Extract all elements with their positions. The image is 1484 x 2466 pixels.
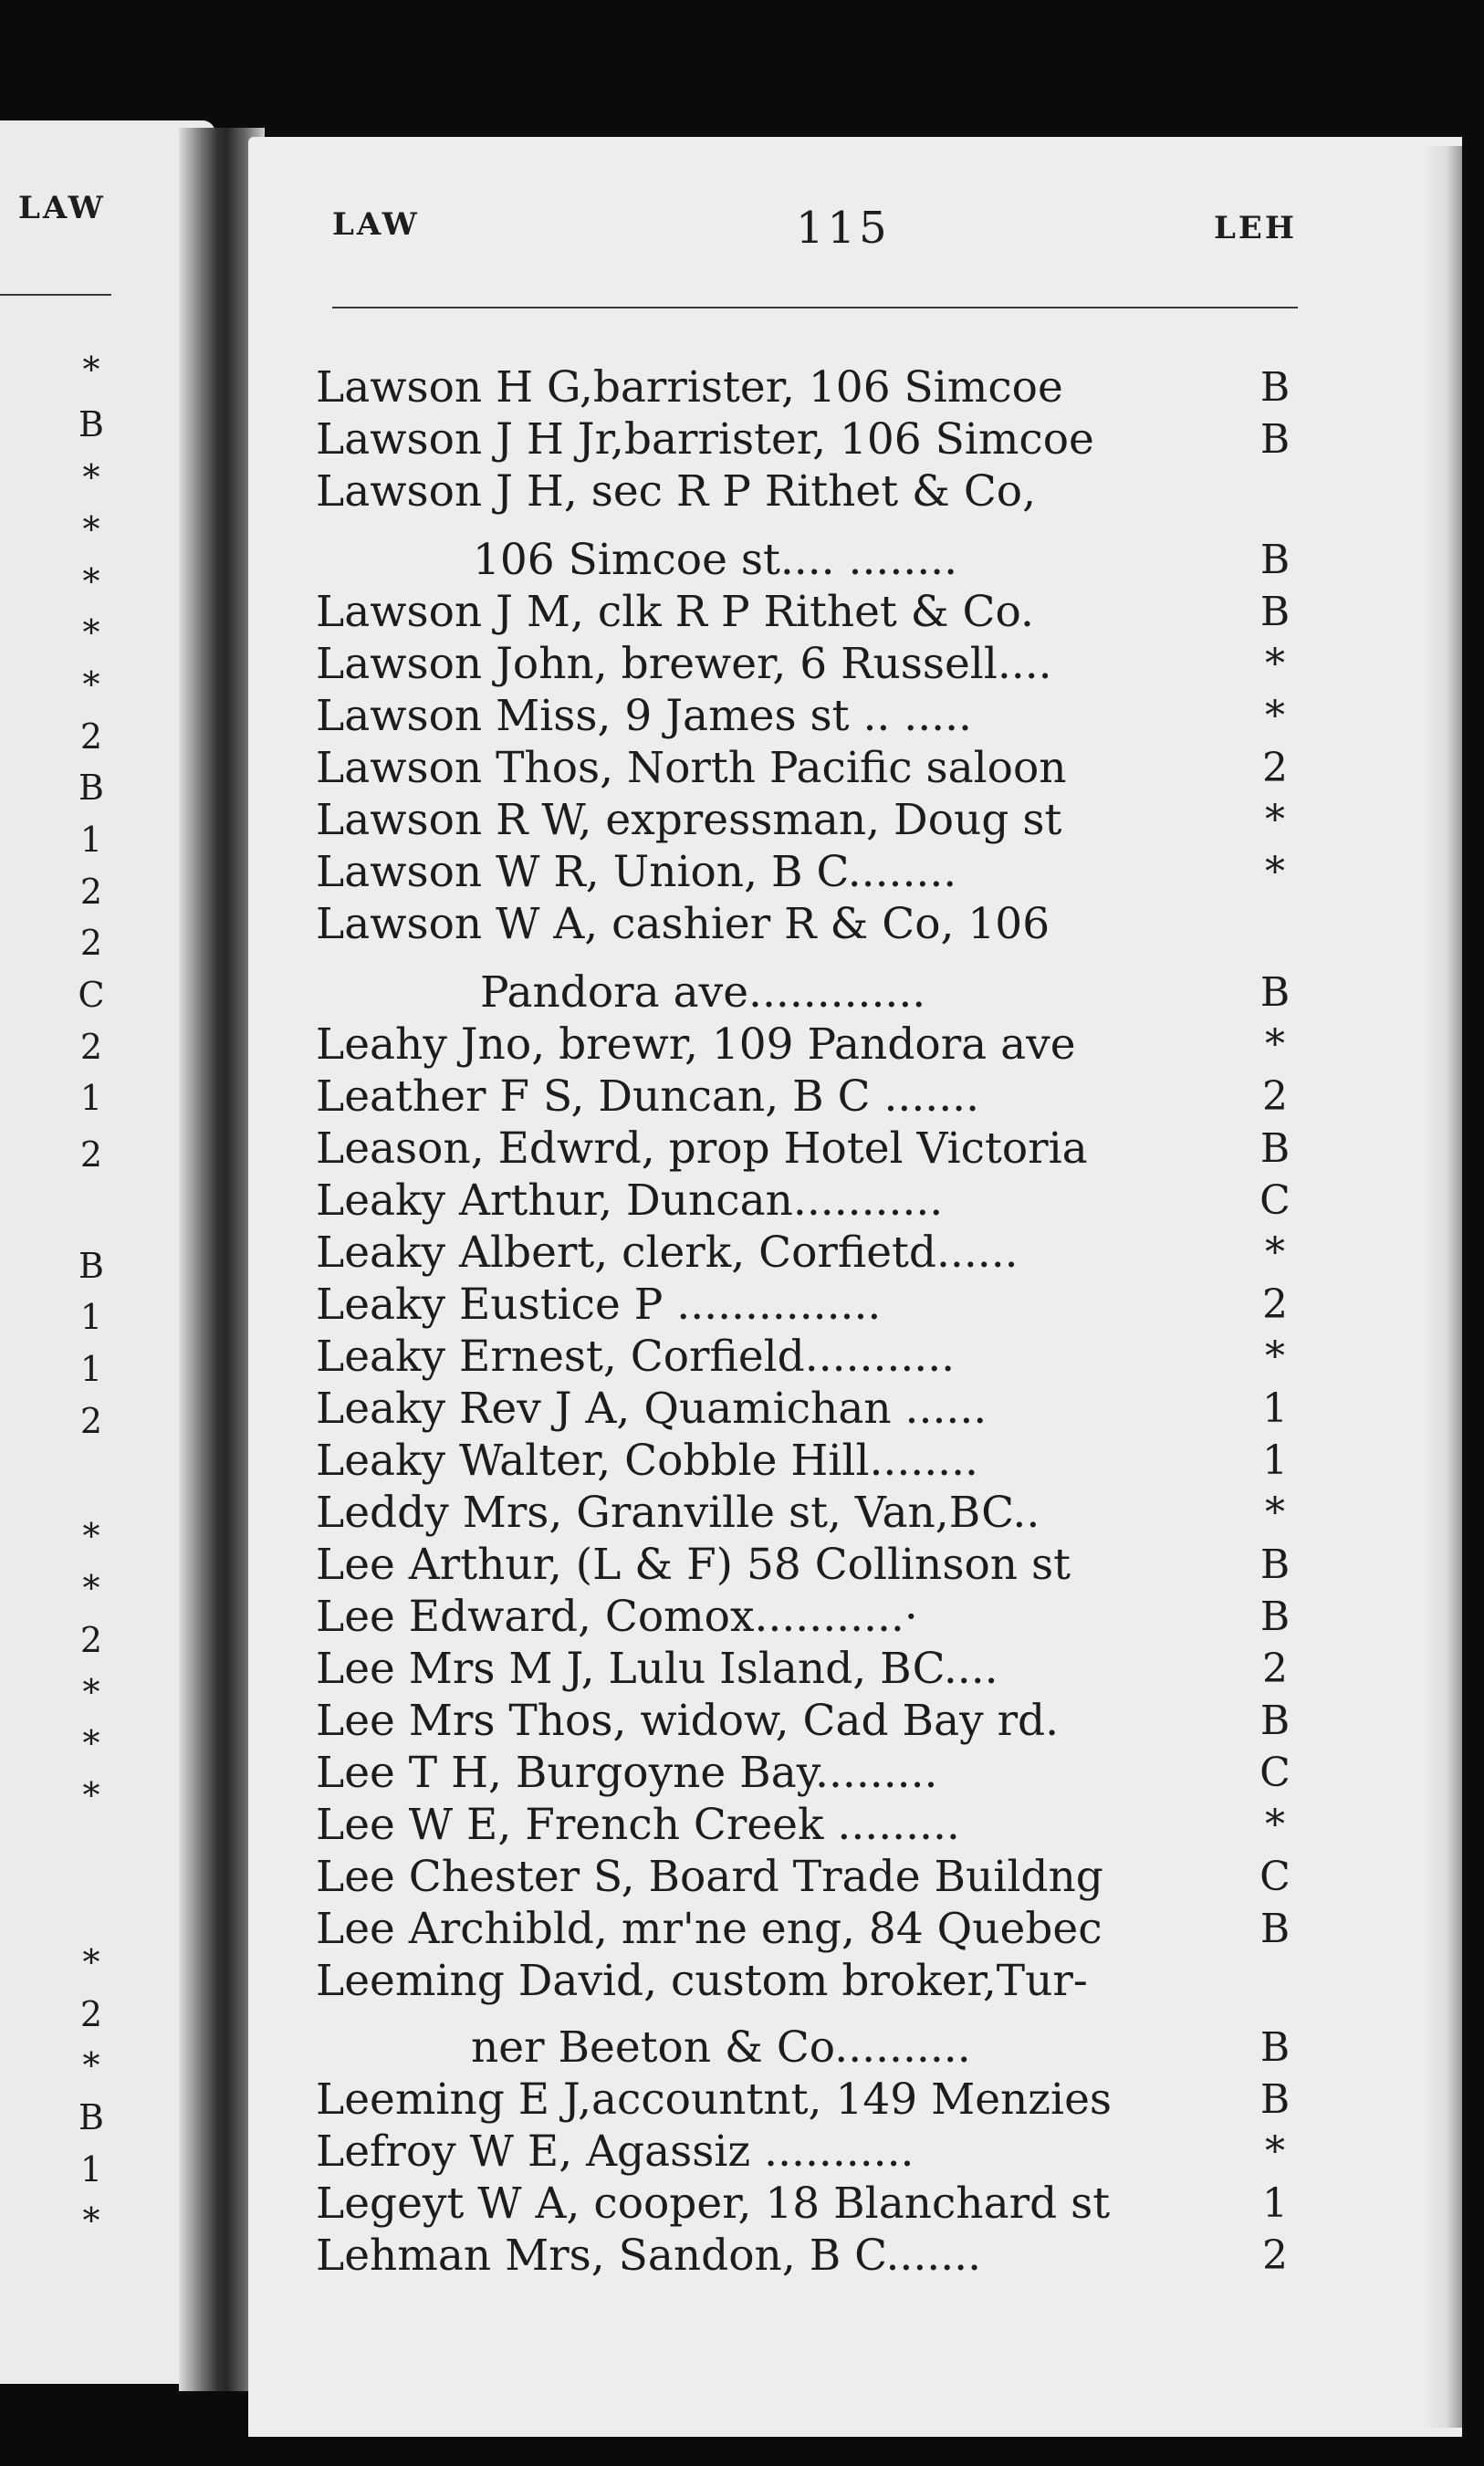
left-margin-code: * [82, 2200, 100, 2241]
entry-name: Leeming David, custom broker,Tur- [316, 1956, 1088, 2006]
entry-name: Lawson John, brewer, 6 Russell.... [316, 639, 1052, 689]
entry-name: Lee Mrs M J, Lulu Island, BC.... [316, 1644, 998, 1694]
entry-code: B [1259, 1906, 1291, 1952]
left-margin-code: * [82, 612, 100, 653]
left-margin-code: * [82, 1568, 100, 1608]
directory-entry [316, 361, 1329, 414]
entry-code: C [1259, 1854, 1291, 1900]
entry-name: Leaky Rev J A, Quamichan ...... [316, 1384, 988, 1434]
entry-code: B [1259, 1125, 1291, 1172]
left-margin-code: 2 [79, 1620, 103, 1660]
entry-code: 2 [1262, 1073, 1288, 1120]
entry-code: 2 [1262, 2232, 1288, 2279]
entry-name: Lee Arthur, (L & F) 58 Collinson st [316, 1540, 1071, 1590]
right-page-last-guide-word: LEH [1214, 210, 1297, 246]
entry-code: 2 [1262, 1646, 1288, 1692]
left-page-guide-word: LAW [18, 190, 106, 226]
entry-name: Lee Mrs Thos, widow, Cad Bay rd. [316, 1696, 1060, 1746]
right-header-rule [332, 307, 1298, 308]
directory-entry [316, 1331, 1329, 1384]
entry-name: Leason, Edwrd, prop Hotel Victoria [316, 1123, 1088, 1174]
directory-entry [316, 534, 1329, 587]
directory-entry [316, 1851, 1329, 1904]
directory-entry [316, 794, 1329, 847]
directory-entry [316, 1903, 1329, 1956]
directory-entry [316, 413, 1329, 466]
left-margin-code: * [82, 1672, 100, 1712]
entry-code: B [1259, 969, 1291, 1016]
directory-entry [316, 2178, 1329, 2231]
entry-code: * [1265, 849, 1285, 895]
directory-entry [316, 1227, 1329, 1280]
directory-entry [316, 586, 1329, 639]
directory-entry [316, 465, 1329, 518]
entry-code: * [1265, 1021, 1285, 1068]
entry-name: Lee Archibld, mr'ne eng, 84 Quebec [316, 1904, 1103, 1954]
entry-name: Lee Edward, Comox...........· [316, 1592, 918, 1642]
page-edge [1424, 146, 1462, 2428]
entry-name: Lawson J H Jr,barrister, 106 Simcoe [316, 414, 1094, 465]
left-margin-code: 2 [79, 716, 103, 757]
directory-entry [316, 2126, 1329, 2179]
left-margin-code: B [78, 1246, 104, 1286]
directory-entry [316, 1747, 1329, 1800]
entry-name: Lee W E, French Creek ......... [316, 1800, 960, 1850]
entry-code: B [1259, 2076, 1291, 2123]
left-margin-code: 2 [79, 1994, 103, 2034]
entry-code: * [1265, 1489, 1285, 1536]
right-page-first-guide-word: LAW [332, 206, 420, 243]
left-margin-code: B [78, 404, 104, 444]
left-margin-code: 1 [79, 1297, 103, 1337]
left-margin-code: * [82, 1723, 100, 1763]
entry-code: 1 [1262, 1385, 1288, 1432]
entry-name: Lawson R W, expressman, Doug st [316, 795, 1062, 845]
entry-name: ner Beeton & Co.......... [471, 2022, 971, 2073]
directory-entry [316, 967, 1329, 1019]
entry-code: * [1265, 641, 1285, 687]
entry-code: C [1259, 1750, 1291, 1796]
left-header-rule [0, 294, 111, 296]
entry-name: 106 Simcoe st.... ........ [473, 535, 958, 585]
entry-code: B [1259, 589, 1291, 635]
directory-entry [316, 2230, 1329, 2283]
entry-name: Lawson Miss, 9 James st .. ..... [316, 691, 972, 741]
left-margin-code: 2 [79, 872, 103, 912]
entry-code: B [1259, 537, 1291, 583]
directory-entry [316, 846, 1329, 899]
entry-name: Legeyt W A, cooper, 18 Blanchard st [316, 2179, 1111, 2229]
directory-entry [316, 2022, 1329, 2074]
entry-code: * [1265, 2128, 1285, 2175]
entry-code: B [1259, 416, 1291, 463]
left-margin-code: * [82, 1516, 100, 1556]
entry-name: Lehman Mrs, Sandon, B C....... [316, 2231, 982, 2281]
left-margin-code: * [82, 1775, 100, 1815]
entry-name: Leddy Mrs, Granville st, Van,BC.. [316, 1488, 1040, 1538]
entry-name: Lefroy W E, Agassiz ........... [316, 2126, 914, 2177]
entry-code: 1 [1262, 1437, 1288, 1484]
directory-entry [316, 1175, 1329, 1228]
directory-entry [316, 1435, 1329, 1488]
entry-code: * [1265, 797, 1285, 843]
left-margin-code: 2 [79, 1134, 103, 1175]
left-margin-code: * [82, 561, 100, 601]
entry-code: B [1259, 2024, 1291, 2071]
entry-name: Leaky Arthur, Duncan........... [316, 1176, 944, 1226]
entry-name: Leahy Jno, brewr, 109 Pandora ave [316, 1019, 1076, 1070]
entry-code: 2 [1262, 745, 1288, 791]
directory-entry [316, 690, 1329, 743]
left-margin-code: * [82, 2045, 100, 2085]
entry-name: Lawson J H, sec R P Rithet & Co, [316, 466, 1037, 517]
entry-code: B [1259, 1541, 1291, 1588]
directory-entry [316, 2074, 1329, 2126]
left-margin-code: 1 [79, 820, 103, 860]
directory-entry [316, 638, 1329, 691]
left-margin-code: 1 [79, 1078, 103, 1118]
left-margin-code: * [82, 664, 100, 705]
directory-entry [316, 898, 1329, 951]
entry-name: Leather F S, Duncan, B C ....... [316, 1071, 980, 1122]
left-margin-code: * [82, 457, 100, 497]
entry-code: 2 [1262, 1281, 1288, 1328]
left-margin-code: B [78, 2097, 104, 2137]
entry-name: Leaky Walter, Cobble Hill........ [316, 1436, 978, 1486]
entry-name: Lawson W A, cashier R & Co, 106 [316, 899, 1050, 949]
entry-name: Lawson Thos, North Pacific saloon [316, 743, 1067, 793]
left-margin-code: * [82, 1942, 100, 1982]
entry-name: Leeming E J,accountnt, 149 Menzies [316, 2074, 1113, 2125]
directory-entry [316, 1643, 1329, 1696]
directory-entry [316, 1591, 1329, 1644]
directory-entry [316, 1383, 1329, 1436]
directory-entry [316, 1487, 1329, 1540]
entry-name: Lawson J M, clk R P Rithet & Co. [316, 587, 1034, 637]
entry-name: Lee Chester S, Board Trade Buildng [316, 1852, 1103, 1902]
left-margin-code: C [78, 975, 105, 1015]
entry-code: B [1259, 364, 1291, 411]
entry-code: B [1259, 1593, 1291, 1640]
entry-name: Lawson W R, Union, B C........ [316, 847, 957, 897]
directory-entry [316, 1955, 1329, 2008]
entry-code: * [1265, 693, 1285, 739]
entry-name: Lee T H, Burgoyne Bay......... [316, 1748, 938, 1798]
left-margin-code: 2 [79, 923, 103, 963]
directory-entry [316, 1123, 1329, 1176]
entry-name: Leaky Ernest, Corfield........... [316, 1332, 956, 1382]
left-margin-code: * [82, 350, 100, 390]
entry-name: Lawson H G,barrister, 106 Simcoe [316, 362, 1063, 413]
entry-code: * [1265, 1802, 1285, 1848]
page-number: 115 [796, 203, 891, 254]
entry-name: Leaky Albert, clerk, Corfietd...... [316, 1228, 1019, 1278]
entry-code: C [1259, 1177, 1291, 1224]
directory-entry [316, 1071, 1329, 1123]
directory-entry [316, 1019, 1329, 1071]
entry-code: B [1259, 1698, 1291, 1744]
entry-code: * [1265, 1333, 1285, 1380]
entry-name: Pandora ave............. [480, 967, 926, 1018]
entry-name: Leaky Eustice P ............... [316, 1280, 882, 1330]
directory-entry [316, 1695, 1329, 1748]
left-margin-code: B [78, 768, 104, 808]
directory-entry [316, 1539, 1329, 1592]
directory-entry [316, 1279, 1329, 1332]
left-margin-code: 1 [79, 2149, 103, 2189]
directory-entry [316, 1799, 1329, 1852]
left-margin-code: 2 [79, 1027, 103, 1067]
entry-code: * [1265, 1229, 1285, 1276]
left-margin-code: 2 [79, 1401, 103, 1441]
left-margin-code: 1 [79, 1349, 103, 1389]
entry-code: 1 [1262, 2180, 1288, 2227]
directory-entry [316, 742, 1329, 795]
left-margin-code: * [82, 509, 100, 549]
